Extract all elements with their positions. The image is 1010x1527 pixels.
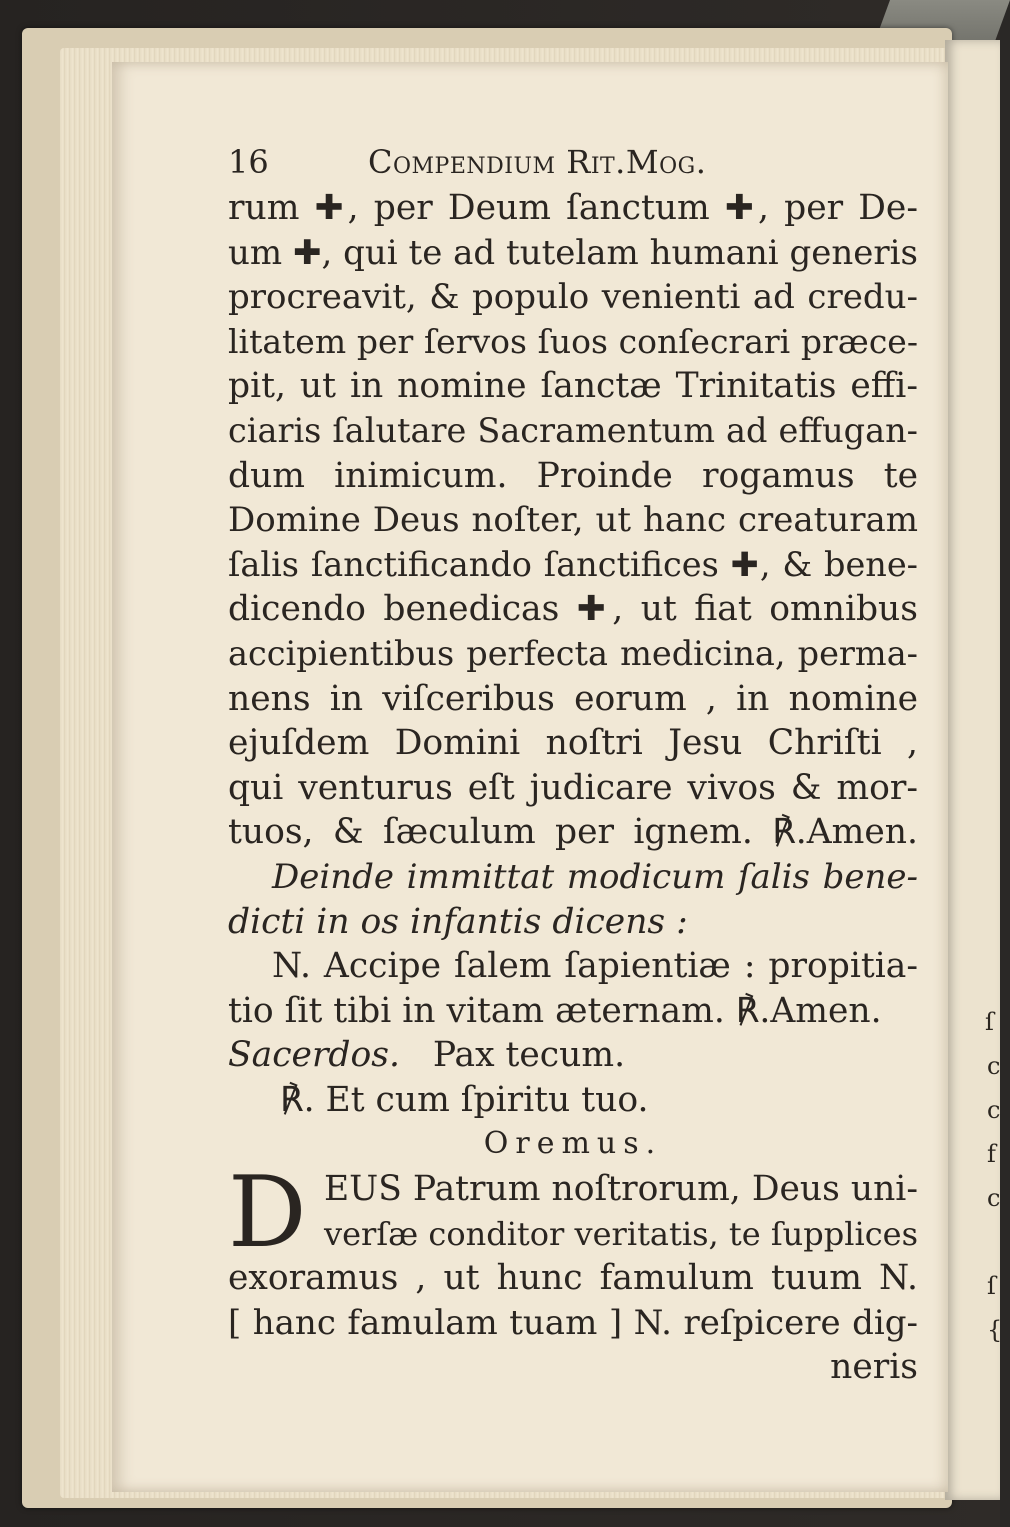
text-line: dum inimicum. Proinde rogamus te — [228, 455, 918, 496]
rubric-line: Deinde immittat modicum ſalis bene- — [272, 856, 918, 897]
text-line: litatem per ſervos ſuos conſecrari præce- — [228, 321, 918, 361]
facing-page-glyph: { — [987, 1316, 1003, 1344]
facing-page-edge — [945, 40, 1003, 1500]
page-text — [228, 140, 918, 1390]
text-line: ciaris ſalutare Sacramentum ad effugan- — [228, 410, 918, 450]
accipe-salem-formula — [228, 944, 918, 1033]
rubric-line: dicti in os infantis dicens : — [228, 901, 688, 942]
facing-page-glyph: ſ — [985, 1008, 994, 1036]
facing-page-glyph: f — [987, 1140, 996, 1168]
text-line: procreavit, & populo venienti ad credu- — [228, 277, 918, 318]
text-line: um ✚, qui te ad tutelam humani generis — [228, 232, 918, 273]
text-line: exoramus , ut hunc famulum tuum N. — [228, 1258, 918, 1299]
facing-page-glyph: c — [987, 1052, 1001, 1080]
text-line: pit, ut in nomine ſanctæ Trinitatis effi- — [228, 366, 918, 407]
text-line: verſæ conditor veritatis, te ſupplices — [324, 1214, 918, 1253]
rubric-instruction — [228, 855, 918, 944]
text-line: EUS Patrum noſtrorum, Deus uni- — [324, 1169, 918, 1210]
catchword: neris — [830, 1347, 918, 1388]
text-line: tio ſit tibi in vitam æternam. ℟.Amen. — [228, 990, 882, 1031]
text-line: accipientibus perfecta medicina, perma- — [228, 633, 918, 673]
oremus-heading: Oremus. — [483, 1126, 663, 1162]
text-line: rum ✚, per Deum ſanctum ✚, per De- — [228, 188, 918, 228]
text-line: [ hanc famulam tuam ] N. reſpicere dig- — [228, 1302, 918, 1343]
page-header — [228, 140, 918, 184]
running-head: Compendium Rit.Mog. — [368, 143, 707, 181]
sacerdos-label: Sacerdos. — [228, 1035, 400, 1076]
text-line: tuos, & ſæculum per ignem. ℟.Amen. — [228, 812, 918, 853]
sacerdos-text: Pax tecum. — [432, 1035, 626, 1076]
oremus-prayer — [228, 1156, 918, 1345]
text-line: dicendo benedicas ✚, ut fiat omnibus — [228, 589, 918, 630]
sacerdos-line — [228, 1033, 918, 1078]
facing-page-glyph: c — [987, 1184, 1001, 1212]
text-line: ejuſdem Domini noſtri Jesu Chriſti , — [228, 723, 918, 764]
text-line: Domine Deus noſter, ut hanc creaturam — [228, 500, 918, 541]
text-line: qui venturus eſt judicare vivos & mor- — [228, 767, 918, 808]
text-line: nens in viſceribus eorum , in nomine — [228, 678, 918, 719]
drop-cap: D — [228, 1156, 307, 1271]
text-line: N. Accipe ſalem ſapientiæ : propitia- — [272, 946, 918, 987]
facing-page-glyph: ſ — [987, 1272, 996, 1300]
response-line: ℟. Et cum ſpiritu tuo. — [280, 1079, 649, 1120]
facing-page-glyph: c — [987, 1096, 1001, 1124]
exorcism-prayer-body — [228, 186, 918, 855]
page-number: 16 — [228, 143, 269, 181]
text-line: ſalis ſanctificando ſanctifices ✚, & bene- — [228, 544, 918, 584]
